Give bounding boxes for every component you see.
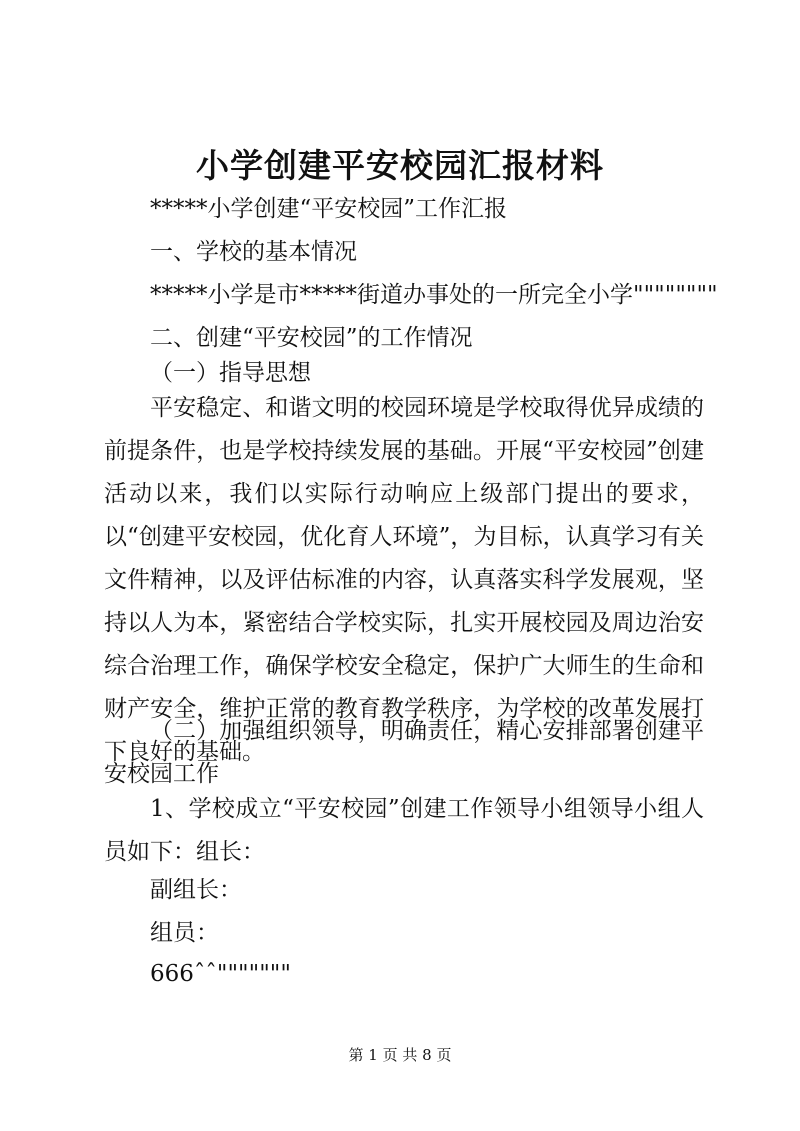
deputy-leader-line: 副组长：: [150, 877, 242, 903]
document-title: 小学创建平安校园汇报材料: [196, 146, 604, 185]
trailing-text: 666ˆˆ""""""": [150, 961, 291, 987]
leadership-group-paragraph: 1、学校成立“平安校园”创建工作领导小组领导小组人员如下：组长：: [104, 796, 704, 865]
section-heading-work-status: 二、创建“平安校园”的工作情况: [150, 325, 473, 351]
basic-info-text: *****小学是市*****街道办事处的一所完全小学"""""""": [150, 282, 718, 308]
page-number-footer: 第 1 页 共 8 页: [348, 1046, 452, 1064]
section-heading-basic-info: 一、学校的基本情况: [150, 239, 357, 265]
subheading-organization: （二）加强组织领导，明确责任，精心安排部署创建平安校园工作: [104, 718, 704, 787]
report-subtitle: *****小学创建“平安校园”工作汇报: [150, 196, 508, 222]
subheading-guiding-ideology: （一）指导思想: [150, 360, 311, 386]
members-line: 组员：: [150, 920, 219, 946]
guiding-ideology-paragraph: 平安稳定、和谐文明的校园环境是学校取得优异成绩的前提条件，也是学校持续发展的基础。开展“平安校园”创建活动以来，我们以实际行动响应上级部门提出的要求，以“创建平安校园，优化育人环境”，为目标，认真学习有关文件精神，以及评估标准的内容，认真落实科学发展观，坚持以人为本，紧密结合学校实际，扎实开展校园及周边治安综合治理工作，确保学校安全稳定，保护广大师生的生命和财产安全，维护正常的教育教学秩序，为学校的改革发展打下良好的基础。: [104, 395, 704, 765]
